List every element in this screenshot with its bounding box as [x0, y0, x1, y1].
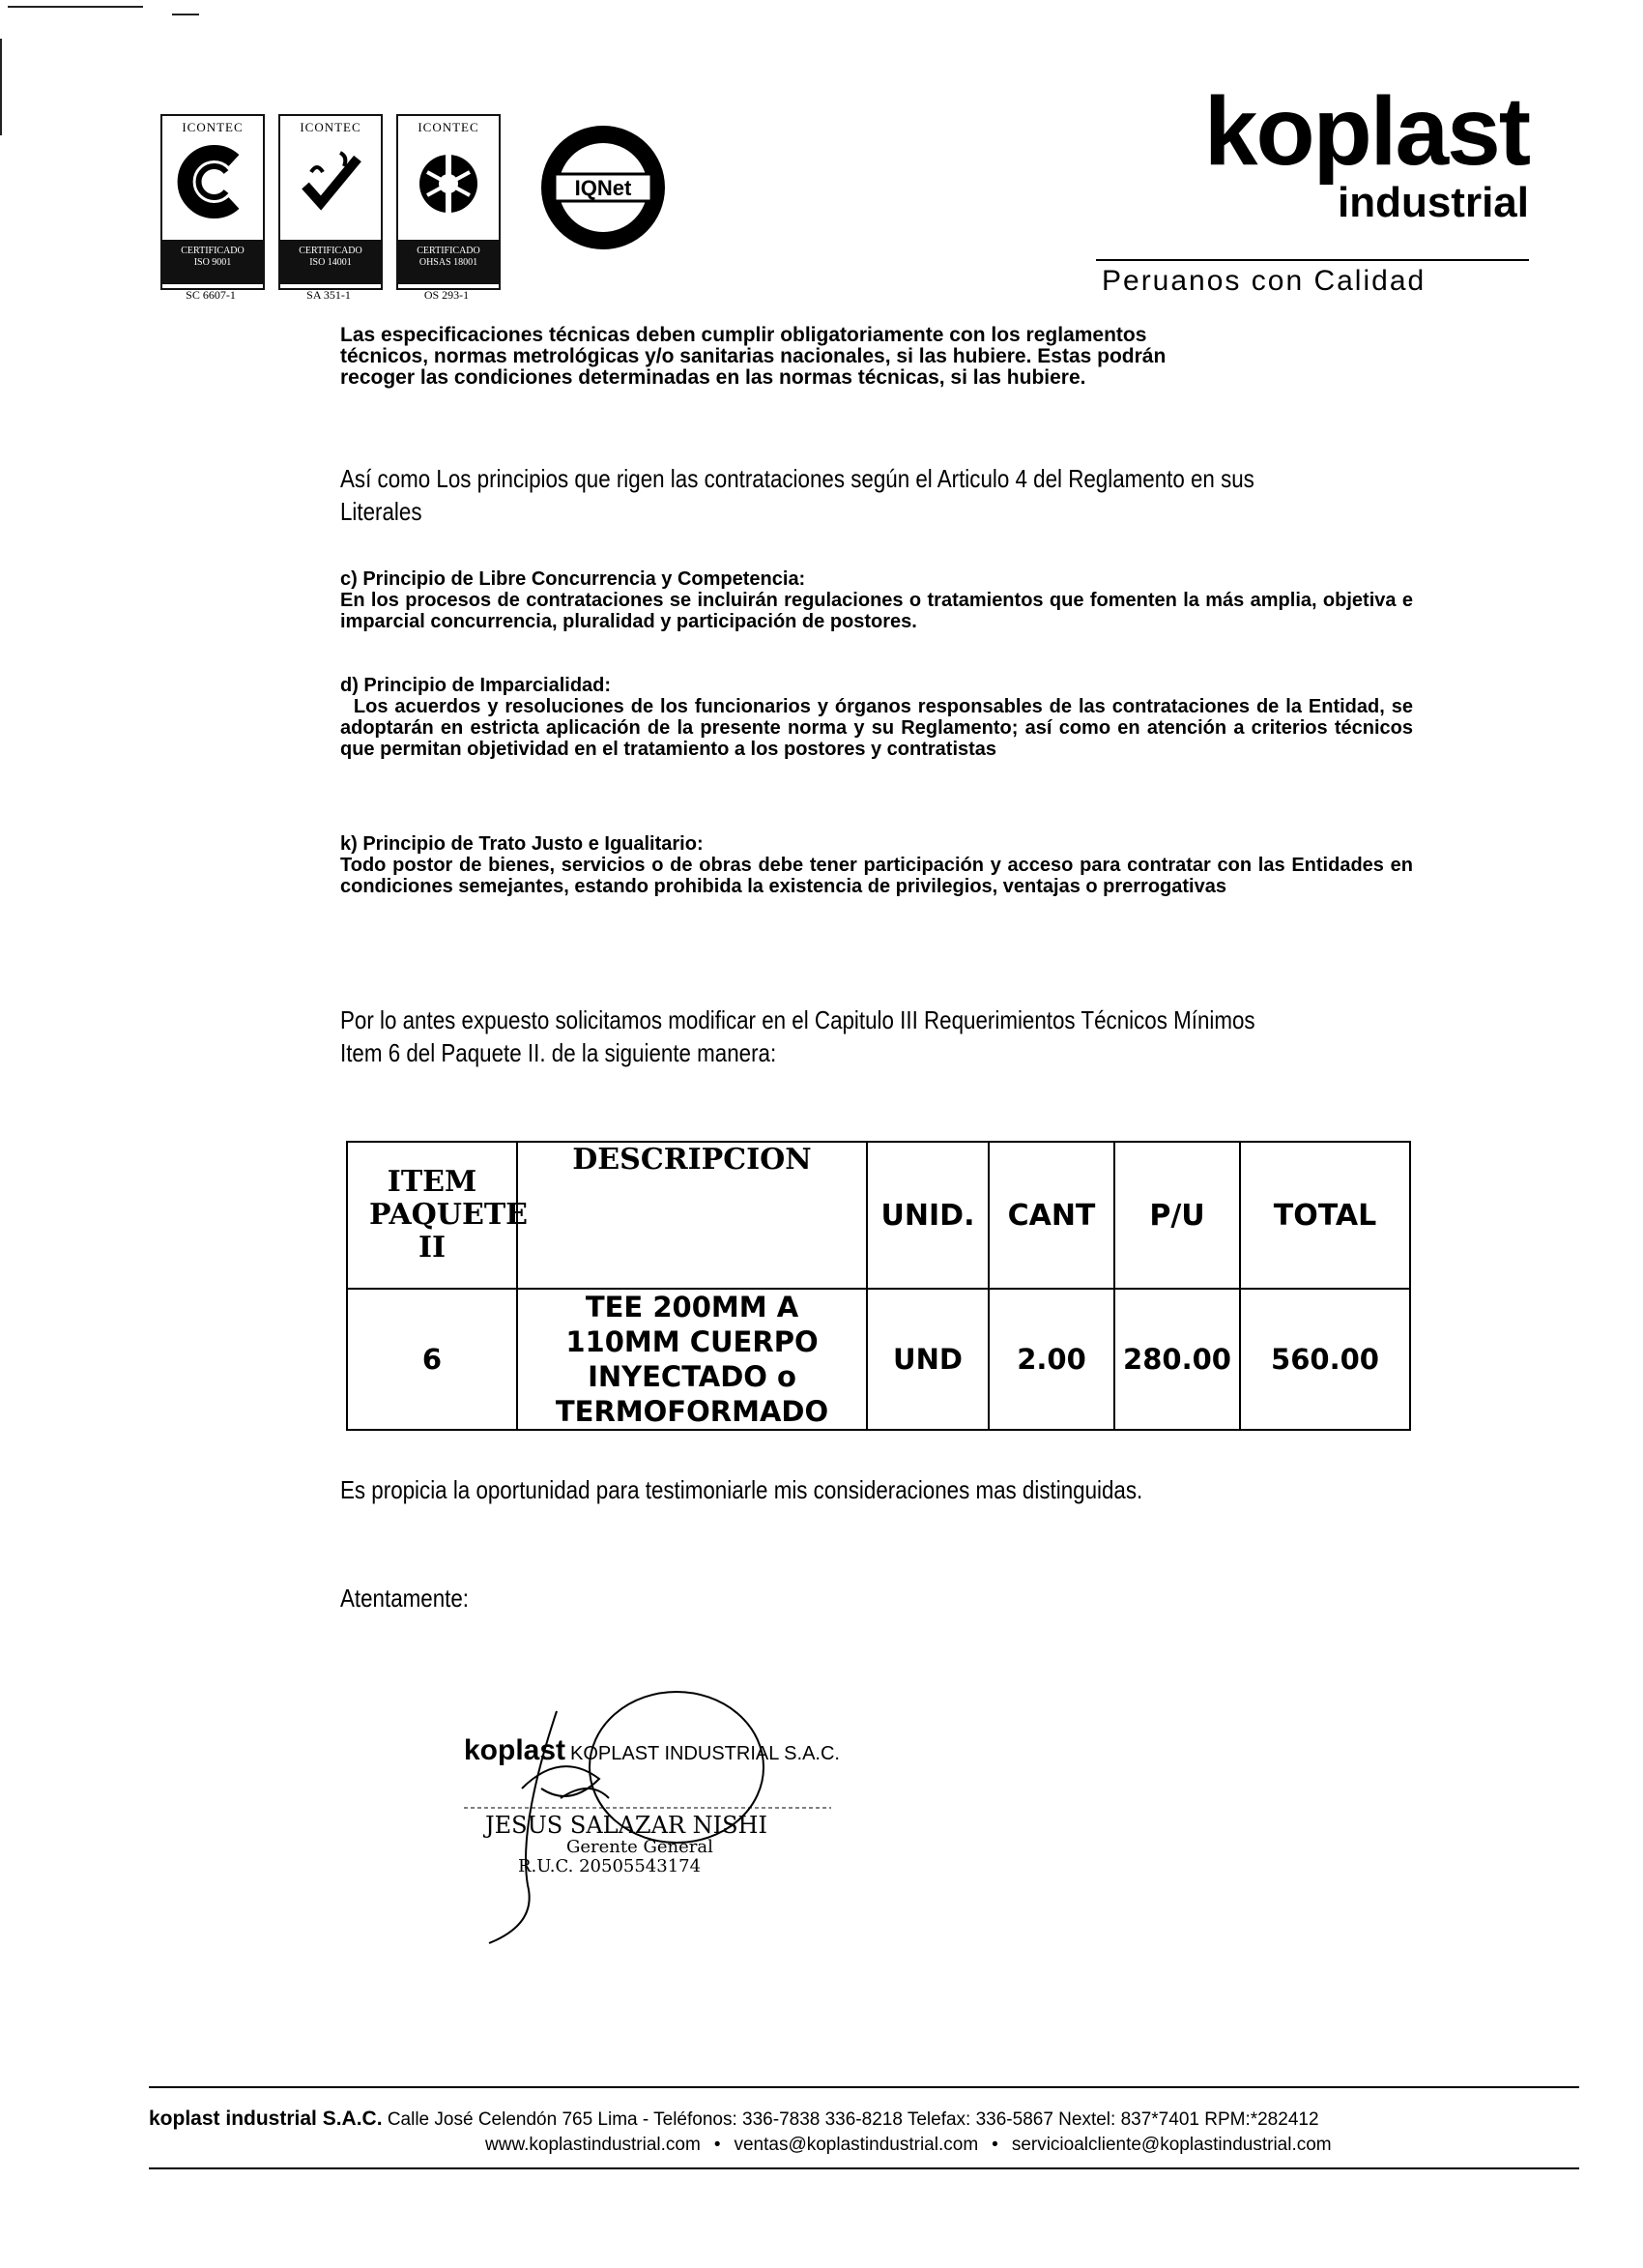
cert-logo-iso9001 — [160, 114, 265, 290]
cert-code: SC 6607-1 — [186, 288, 236, 302]
brand-logo — [1203, 77, 1529, 226]
iqnet-label: IQNet — [574, 176, 632, 200]
cert-org: ICONTEC — [418, 120, 479, 134]
scan-artifact — [8, 6, 143, 8]
signer-role: Gerente General — [566, 1837, 713, 1857]
icontec-safety-icon — [410, 143, 487, 220]
table-row — [347, 1289, 1410, 1430]
section-title: c) Principio de Libre Concurrencia y Competencia: — [340, 568, 806, 590]
section-body: En los procesos de contrataciones se incluirán regulaciones o tratamientos que fomenten la más amplia, objetiva e imparcial concurrencia, pluralidad y participación de postores. — [340, 590, 1413, 632]
principles-intro: Así como Los principios que rigen las contrataciones según el Articulo 4 del Reglamento en sus Literales — [340, 464, 1254, 526]
section-principle-k — [340, 833, 1413, 897]
cert-band: CERTIFICADO ISO 9001 — [162, 240, 263, 284]
cell-cant: 2.00 — [989, 1289, 1114, 1430]
footer-company: koplast industrial S.A.C. — [149, 2108, 383, 2130]
section-title: d) Principio de Imparcialidad: — [340, 675, 612, 696]
footer-rule-bottom — [149, 2167, 1579, 2169]
footer-web-link[interactable]: www.koplastindustrial.com — [485, 2135, 701, 2155]
section-body: Los acuerdos y resoluciones de los funcionarios y órganos responsables de las contrataciones de la Entidad, se adoptarán en estricta aplicación de la presente norma y su Reglamento; así como en atención a criterios técnicos que permitan objetividad en el tratamiento a los postores y contratistas — [340, 696, 1419, 760]
table-header-row — [347, 1142, 1410, 1289]
footer-email-link[interactable]: ventas@koplastindustrial.com — [734, 2135, 979, 2155]
brand-divider — [1096, 259, 1529, 261]
cell-description: TEE 200MM A 110MM CUERPO INYECTADO o TERMOFORMADO — [517, 1289, 867, 1430]
cert-org: ICONTEC — [182, 120, 244, 134]
scan-artifact — [0, 39, 2, 135]
header-pu: P/U — [1114, 1142, 1240, 1289]
iqnet-seal-icon — [537, 122, 669, 253]
svg-text:koplast: koplast — [464, 1734, 566, 1766]
header-unid: UNID. — [867, 1142, 989, 1289]
cert-band: CERTIFICADO ISO 14001 — [280, 240, 381, 284]
cert-band: CERTIFICADO OHSAS 18001 — [398, 240, 499, 284]
brand-name: koplast — [1203, 77, 1529, 186]
cell-item: 6 — [347, 1289, 517, 1430]
intro-paragraph: Las especificaciones técnicas deben cumplir obligatoriamente con los reglamentos técnicos, normas metrológicas y/o sanitarias nacionales, si las hubiere. Estas podrán recoger las condiciones determinadas en las normas técnicas, si las hubiere. — [340, 324, 1167, 389]
closing-paragraph: Es propicia la oportunidad para testimoniarle mis consideraciones mas distinguidas. — [340, 1475, 1143, 1504]
section-body: Todo postor de bienes, servicios o de obras debe tener participación y acceso para contratar con las Entidades en condiciones semejantes, estando prohibida la existencia de privilegios, ventajas o prerrogativas — [340, 855, 1413, 897]
header-total: TOTAL — [1240, 1142, 1410, 1289]
cert-logo-ohsas18001 — [396, 114, 501, 290]
cert-code: OS 293-1 — [423, 288, 470, 302]
section-principle-d — [340, 675, 1419, 760]
cell-unid: UND — [867, 1289, 989, 1430]
signature-stamp — [464, 1682, 889, 1953]
salutation: Atentamente: — [340, 1584, 470, 1613]
icontec-quality-icon — [174, 143, 251, 220]
request-paragraph: Por lo antes expuesto solicitamos modificar en el Capitulo III Requerimientos Técnicos Mínimos Item 6 del Paquete II. de la siguiente manera: — [340, 1005, 1255, 1067]
cert-org: ICONTEC — [300, 120, 361, 134]
brand-sub: industrial — [1337, 179, 1529, 226]
icontec-environment-icon — [292, 143, 369, 220]
section-principle-c — [340, 568, 1413, 632]
footer-service-email-link[interactable]: servicioalcliente@koplastindustrial.com — [1011, 2135, 1332, 2155]
footer-rule-top — [149, 2086, 1579, 2088]
items-table — [346, 1141, 1411, 1431]
signer-ruc: R.U.C. 20505543174 — [518, 1856, 702, 1876]
header-cant: CANT — [989, 1142, 1114, 1289]
cell-pu: 280.00 — [1114, 1289, 1240, 1430]
cert-code: SA 351-1 — [306, 288, 351, 302]
cell-total: 560.00 — [1240, 1289, 1410, 1430]
signer-name: JESUS SALAZAR NISHI — [485, 1812, 767, 1839]
header-item: ITEM PAQUETE II — [347, 1142, 517, 1289]
section-title: k) Principio de Trato Justo e Igualitario: — [340, 833, 704, 855]
footer-line-2: www.koplastindustrial.com • ventas@koplastindustrial.com • servicioalcliente@koplastindustrial.com — [485, 2135, 1332, 2155]
stamp-company: KOPLAST INDUSTRIAL S.A.C. — [570, 1743, 840, 1764]
brand-tagline: Peruanos con Calidad — [1102, 265, 1427, 297]
footer-address: Calle José Celendón 765 Lima - Teléfonos: 336-7838 336-8218 Telefax: 336-5867 Nextel: 837*7401 RPM:*282412 — [387, 2109, 1319, 2130]
header-description: DESCRIPCION — [517, 1142, 867, 1289]
scan-artifact — [172, 14, 199, 15]
footer-line-1 — [149, 2108, 1579, 2131]
cert-logo-iso14001 — [278, 114, 383, 290]
